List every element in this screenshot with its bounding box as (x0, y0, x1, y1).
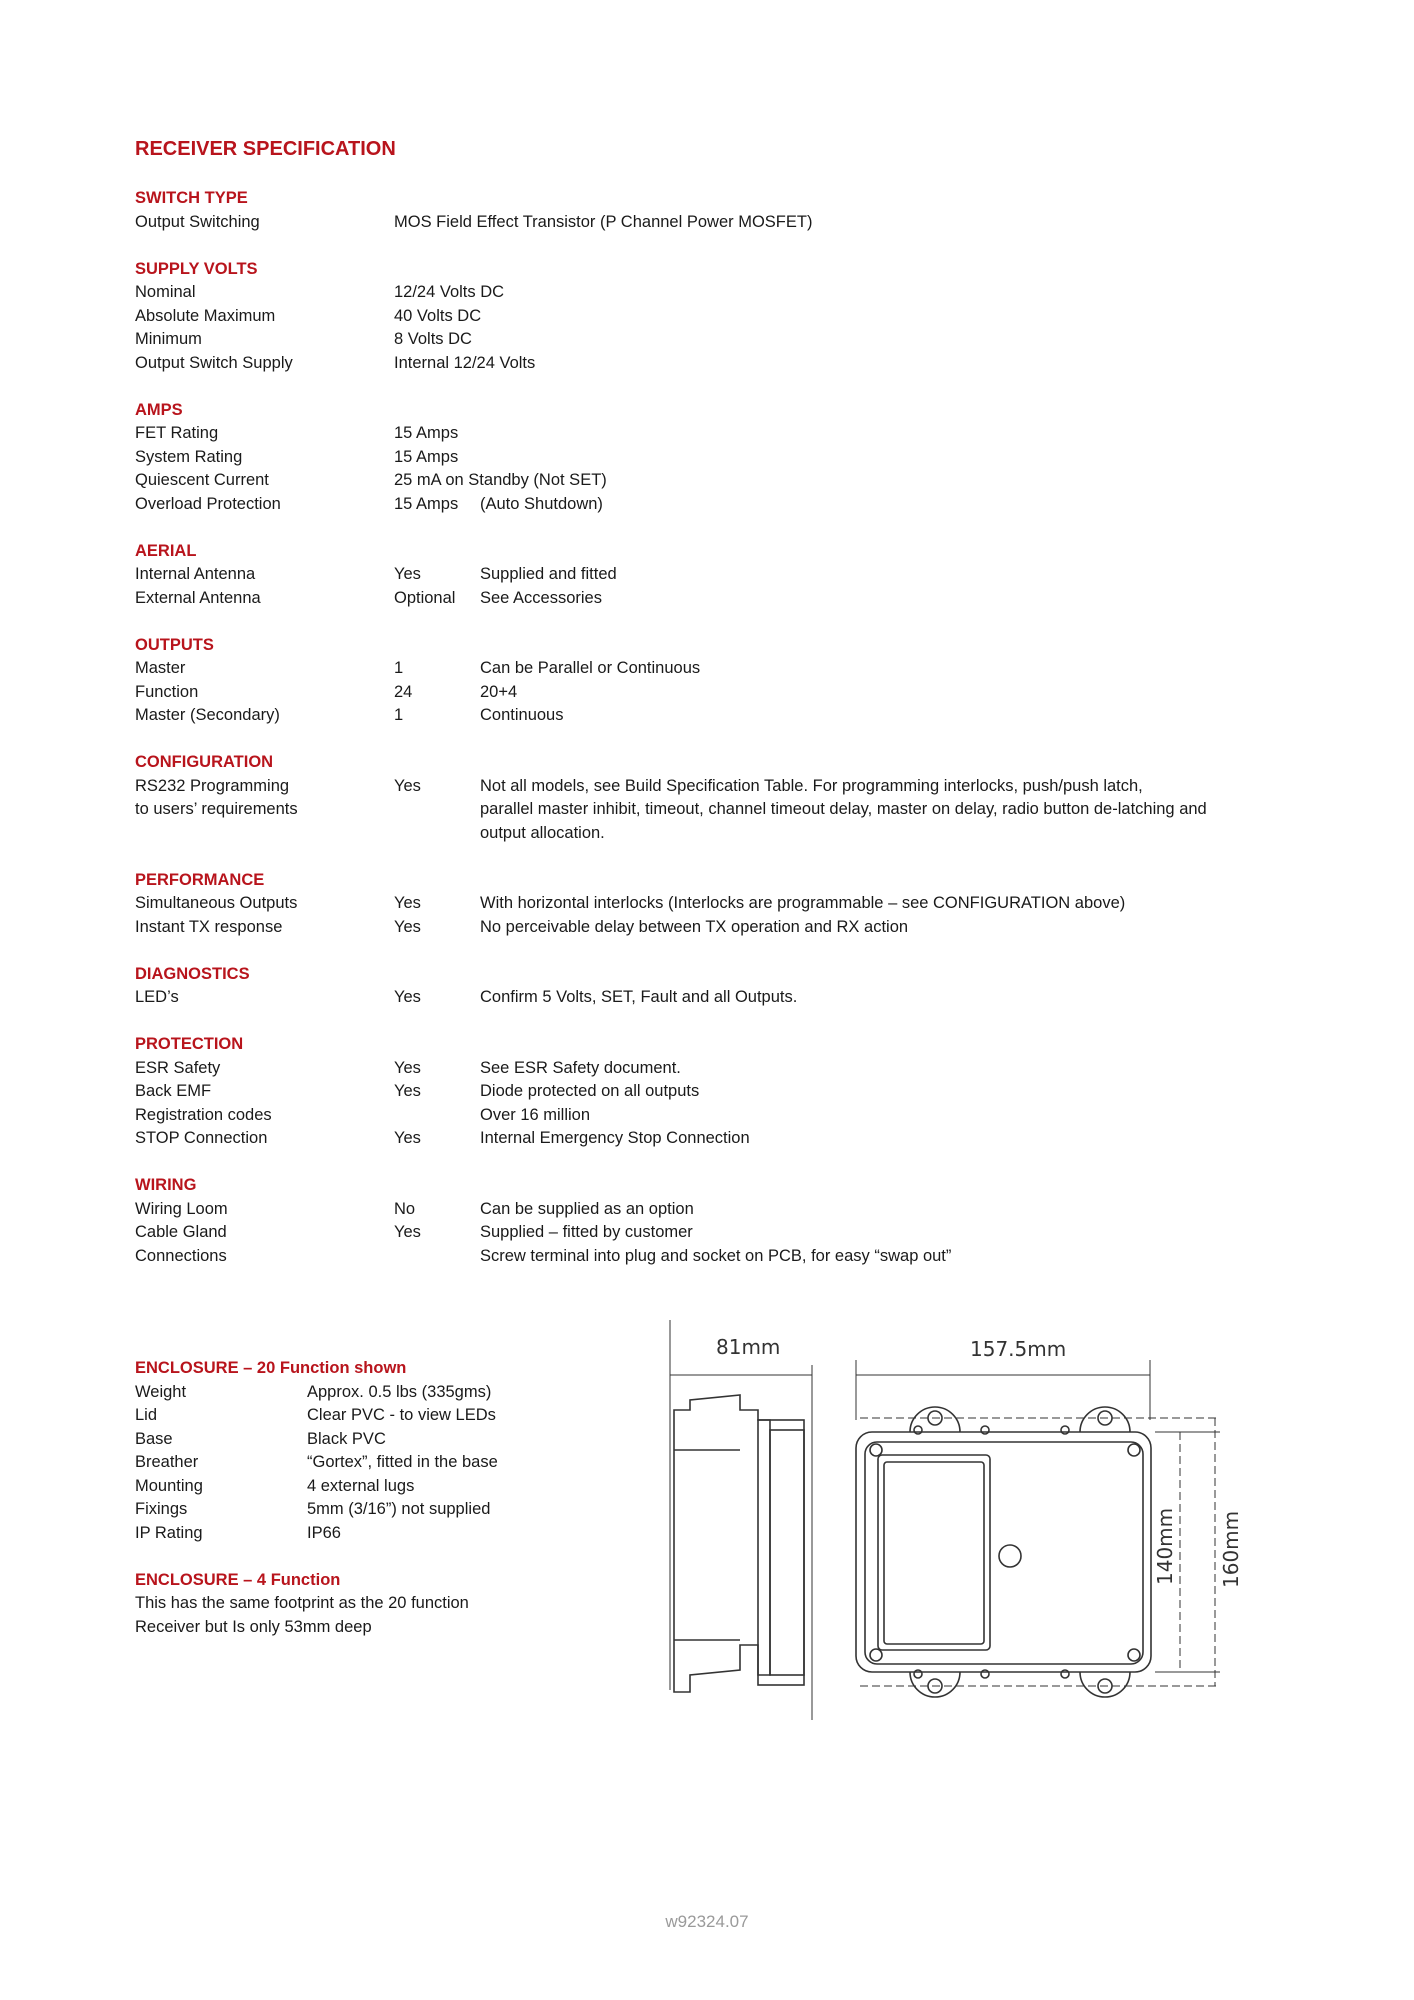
spec-note: Diode protected on all outputs (480, 1082, 700, 1100)
spec-note: See ESR Safety document. (480, 1058, 681, 1077)
spec-section (135, 187, 1315, 234)
spec-value: No (394, 1199, 416, 1218)
spec-section (135, 399, 1315, 517)
enclosure-4-heading: ENCLOSURE – 4 Function (135, 1570, 341, 1589)
side-view (670, 1320, 812, 1720)
document-reference: w92324.07 (665, 1912, 749, 1931)
spec-note: Supplied and fitted (480, 565, 617, 583)
spec-row (135, 916, 1315, 940)
spec-note (480, 446, 1315, 470)
spec-value: 8 Volts DC (394, 330, 472, 348)
enclosure-label: Breather (135, 1453, 199, 1471)
spec-value: Internal 12/24 Volts (394, 353, 536, 372)
enclosure-row (135, 1498, 595, 1522)
enclosure-value: “Gortex”, fitted in the base (307, 1453, 498, 1471)
spec-row (135, 446, 1315, 470)
spec-note: output allocation. (480, 823, 605, 842)
spec-value: Yes (394, 894, 421, 912)
outer-height-dimension-label: 160mm (1219, 1510, 1243, 1588)
section-heading: OUTPUTS (135, 635, 214, 654)
spec-row (135, 986, 1315, 1010)
spec-note: 20+4 (480, 682, 518, 701)
enclosure-label: Fixings (135, 1500, 188, 1518)
spec-row (135, 587, 1315, 611)
enclosure-value: IP66 (307, 1523, 341, 1542)
section-heading: WIRING (135, 1176, 197, 1194)
spec-label: LED’s (135, 988, 179, 1006)
spec-note (480, 328, 1315, 352)
spec-row (135, 211, 1315, 235)
enclosure-label: Weight (135, 1382, 187, 1401)
spec-row (135, 305, 1315, 329)
spec-row (135, 328, 1315, 352)
spec-label: Master (135, 659, 186, 677)
spec-label: ESR Safety (135, 1058, 221, 1077)
enclosure-label: Lid (135, 1406, 158, 1424)
spec-row (135, 563, 1315, 587)
spec-row (135, 352, 1315, 376)
spec-value: 15 Amps (394, 447, 459, 466)
section-heading: PROTECTION (135, 1035, 244, 1053)
spec-label: Output Switch Supply (135, 353, 293, 372)
enclosure-value: Clear PVC - to view LEDs (307, 1406, 496, 1424)
spec-note (480, 305, 1315, 329)
spec-value: 1 (394, 706, 404, 724)
spec-value: 15 Amps (394, 424, 459, 442)
spec-value: Yes (394, 565, 421, 583)
spec-label: Simultaneous Outputs (135, 894, 298, 912)
spec-note: Screw terminal into plug and socket on PCB, for easy “swap out” (480, 1246, 952, 1265)
spec-value: 1 (394, 659, 404, 677)
spec-note: (Auto Shutdown) (480, 494, 603, 513)
spec-note: No perceivable delay between TX operation and RX action (480, 917, 909, 936)
spec-row (135, 1198, 1315, 1222)
spec-label: FET Rating (135, 424, 219, 442)
spec-label: RS232 Programming (135, 776, 290, 795)
spec-note (480, 422, 1315, 446)
section-heading: SUPPLY VOLTS (135, 259, 258, 278)
spec-row (135, 775, 1315, 799)
spec-note: With horizontal interlocks (Interlocks are programmable – see CONFIGURATION above) (480, 894, 1126, 912)
enclosure-row (135, 1451, 595, 1475)
spec-value: 40 Volts DC (394, 306, 482, 325)
spec-value: Yes (394, 1129, 421, 1147)
enclosure-20-rows (135, 1381, 595, 1546)
enclosure-row (135, 1404, 595, 1428)
spec-note: Not all models, see Build Specification Table. For programming interlocks, push/push latch, (480, 776, 1143, 795)
spec-row (135, 1104, 1315, 1128)
spec-row (135, 892, 1315, 916)
spec-row (135, 657, 1315, 681)
spec-label: System Rating (135, 447, 243, 466)
spec-label: Instant TX response (135, 917, 283, 936)
section-heading: AERIAL (135, 541, 197, 560)
spec-label: STOP Connection (135, 1129, 268, 1147)
enclosure-row (135, 1381, 595, 1405)
spec-note: See Accessories (480, 588, 602, 607)
spec-label: Absolute Maximum (135, 306, 276, 325)
enclosure-4-line: This has the same footprint as the 20 function (135, 1594, 469, 1612)
spec-label: Registration codes (135, 1105, 272, 1124)
spec-section (135, 258, 1315, 376)
section-heading: DIAGNOSTICS (135, 964, 250, 983)
spec-row (135, 681, 1315, 705)
spec-label: Output Switching (135, 212, 260, 231)
enclosure-info (135, 1357, 595, 1663)
section-heading: CONFIGURATION (135, 753, 274, 771)
enclosure-row (135, 1475, 595, 1499)
depth-dimension-label: 81mm (716, 1335, 781, 1359)
spec-label: Internal Antenna (135, 565, 256, 583)
section-heading: SWITCH TYPE (135, 189, 248, 207)
spec-row (135, 281, 1315, 305)
spec-row (135, 469, 1315, 493)
enclosure-value: Black PVC (307, 1429, 386, 1448)
spec-label: Overload Protection (135, 494, 281, 513)
spec-label: Function (135, 682, 199, 701)
enclosure-4-section (135, 1569, 595, 1640)
enclosure-row (135, 1428, 595, 1452)
spec-label: Connections (135, 1246, 227, 1265)
spec-label: Minimum (135, 330, 202, 348)
spec-label: Wiring Loom (135, 1199, 228, 1218)
spec-note: Confirm 5 Volts, SET, Fault and all Outputs. (480, 988, 798, 1006)
spec-value: 24 (394, 682, 413, 701)
spec-row (135, 493, 1315, 517)
spec-value: Yes (394, 988, 421, 1006)
enclosure-label: Mounting (135, 1476, 203, 1495)
spec-section (135, 869, 1315, 940)
spec-note: parallel master inhibit, timeout, channel timeout delay, master on delay, radio button de-latching and (480, 800, 1207, 818)
spec-value: Yes (394, 1223, 421, 1241)
spec-row (135, 1221, 1315, 1245)
spec-row (135, 1127, 1315, 1151)
spec-label: Nominal (135, 283, 196, 301)
spec-row (135, 822, 1315, 846)
enclosure-label: Base (135, 1429, 173, 1448)
width-dimension-label: 157.5mm (970, 1337, 1067, 1361)
spec-section (135, 540, 1315, 611)
spec-note: Over 16 million (480, 1105, 591, 1124)
spec-value: Yes (394, 917, 421, 936)
spec-label: Cable Gland (135, 1223, 227, 1241)
spec-label: Back EMF (135, 1082, 212, 1100)
spec-row (135, 422, 1315, 446)
spec-label: External Antenna (135, 588, 261, 607)
spec-row (135, 1245, 1315, 1269)
spec-value: MOS Field Effect Transistor (P Channel Power MOSFET) (394, 212, 813, 231)
spec-row (135, 1080, 1315, 1104)
spec-section (135, 963, 1315, 1010)
spec-value: 12/24 Volts DC (394, 283, 505, 301)
spec-note (480, 281, 1315, 305)
spec-section (135, 1033, 1315, 1151)
spec-note: Supplied – fitted by customer (480, 1223, 693, 1241)
spec-value: Yes (394, 776, 421, 795)
enclosure-row (135, 1522, 595, 1546)
spec-row (135, 1057, 1315, 1081)
spec-section (135, 1174, 1315, 1268)
spec-value: Yes (394, 1082, 421, 1100)
enclosure-value: 5mm (3/16”) not supplied (307, 1500, 491, 1518)
spec-value: Optional (394, 588, 456, 607)
spec-note: Internal Emergency Stop Connection (480, 1129, 750, 1147)
spec-row (135, 704, 1315, 728)
spec-value: 15 Amps (394, 494, 459, 513)
section-heading: AMPS (135, 400, 183, 419)
spec-note: Continuous (480, 706, 564, 724)
enclosure-value: Approx. 0.5 lbs (335gms) (307, 1382, 492, 1401)
specification-list (135, 187, 1315, 1292)
enclosure-dimension-drawing (660, 1320, 1260, 1720)
section-heading: PERFORMANCE (135, 870, 265, 889)
enclosure-value: 4 external lugs (307, 1476, 415, 1495)
page-title: RECEIVER SPECIFICATION (135, 138, 396, 160)
inner-height-dimension-label: 140mm (1153, 1507, 1177, 1585)
spec-note: Can be supplied as an option (480, 1199, 694, 1218)
spec-label: Master (Secondary) (135, 706, 280, 724)
spec-section (135, 634, 1315, 728)
spec-note: Can be Parallel or Continuous (480, 659, 701, 677)
spec-value: Yes (394, 1058, 421, 1077)
enclosure-20-heading: ENCLOSURE – 20 Function shown (135, 1359, 407, 1377)
enclosure-20-section (135, 1357, 595, 1545)
enclosure-4-line: Receiver but Is only 53mm deep (135, 1617, 372, 1636)
spec-note (480, 352, 1315, 376)
spec-value: 25 mA on Standby (Not SET) (394, 471, 607, 489)
spec-label: to users’ requirements (135, 800, 298, 818)
spec-label: Quiescent Current (135, 471, 269, 489)
spec-section (135, 751, 1315, 845)
enclosure-label: IP Rating (135, 1523, 203, 1542)
spec-row (135, 798, 1315, 822)
